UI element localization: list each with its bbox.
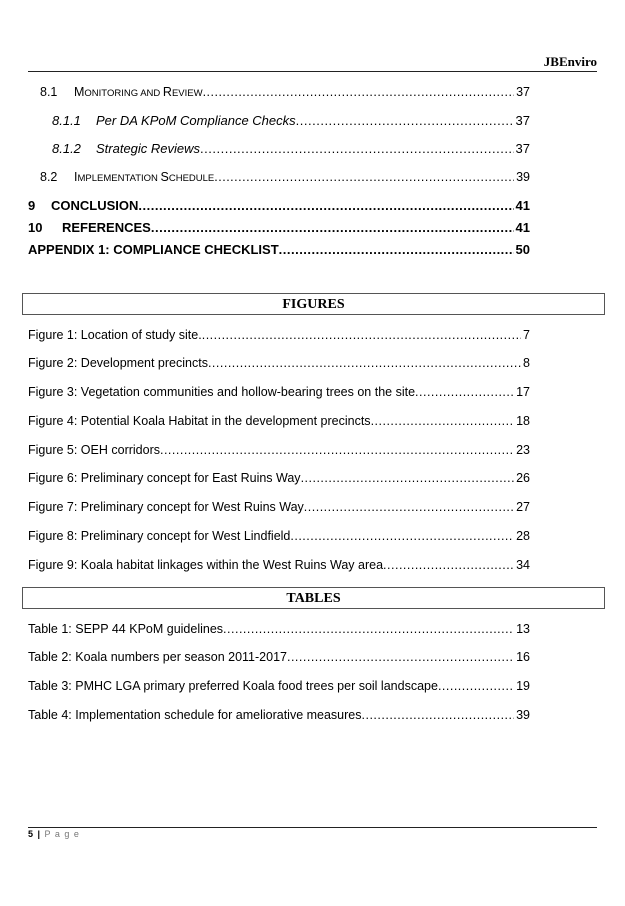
figure-page-number: 26 [516,471,530,485]
table-page-number: 16 [516,650,530,664]
toc-title: REFERENCES [62,220,151,235]
toc-page-number: 37 [515,141,530,156]
header-rule [28,71,597,72]
figure-title: Figure 9: Koala habitat linkages within the West Ruins Way area [28,558,384,572]
figure-title: Figure 7: Preliminary concept for West Ruins Way [28,500,304,514]
table-entry-4[interactable] [28,708,530,722]
toc-leader-dots [214,170,514,184]
toc-page-number: 37 [515,113,530,128]
toc-number: 8.1.2 [52,141,81,156]
toc-leader-dots [287,650,514,664]
toc-leader-dots [200,141,513,156]
footer-page-number: 5 [28,829,35,839]
figure-title: Figure 8: Preliminary concept for West Lindfield [28,529,291,543]
figure-page-number: 7 [523,328,530,342]
toc-number: 8.1 [40,85,58,99]
toc-leader-dots [371,414,515,428]
toc-title: Per DA KPoM Compliance Checks [96,113,296,128]
toc-entry-8-1-2[interactable] [52,141,530,156]
header-brand: JBEnviro [543,54,597,69]
figure-title: Figure 1: Location of study site. [28,328,202,342]
tables-heading: TABLES [22,587,605,609]
toc-leader-dots [138,198,513,213]
toc-leader-dots [202,328,521,342]
toc-entry-9[interactable] [28,198,530,213]
toc-number: 10 [28,220,43,235]
table-entry-3[interactable] [28,679,530,693]
table-title: Table 2: Koala numbers per season 2011-2017 [28,650,287,664]
toc-leader-dots [203,85,515,99]
page-footer [28,829,80,839]
toc-title: IMPLEMENTATION SCHEDULE [74,170,215,184]
table-title: Table 4: Implementation schedule for ameliorative measures [28,708,362,722]
figure-entry-7[interactable] [28,500,530,514]
table-page-number: 39 [516,708,530,722]
figure-page-number: 18 [516,414,530,428]
footer-page-label: P a g e [44,829,80,839]
toc-page-number: 41 [515,198,530,213]
figure-page-number: 8 [523,356,530,370]
toc-page-number: 41 [515,220,530,235]
toc-leader-dots [296,113,514,128]
toc-leader-dots [223,622,514,636]
toc-leader-dots [151,220,514,235]
toc-page-number: 50 [515,242,530,257]
figure-entry-1[interactable] [28,328,530,342]
figure-page-number: 27 [516,500,530,514]
toc-leader-dots [304,500,514,514]
toc-entry-10[interactable] [28,220,530,235]
toc-title: CONCLUSION [51,198,139,213]
toc-leader-dots [383,558,514,572]
toc-leader-dots [415,385,514,399]
figure-entry-6[interactable] [28,471,530,485]
toc-number: 9 [28,198,36,213]
toc-leader-dots [290,529,514,543]
figure-entry-2[interactable] [28,356,530,370]
figure-entry-4[interactable] [28,414,530,428]
figure-entry-9[interactable] [28,558,530,572]
figure-page-number: 34 [516,558,530,572]
table-page-number: 13 [516,622,530,636]
toc-title: Strategic Reviews [96,141,201,156]
table-page-number: 19 [516,679,530,693]
table-entry-1[interactable] [28,622,530,636]
table-title: Table 1: SEPP 44 KPoM guidelines [28,622,224,636]
toc-entry-appendix-1[interactable] [28,242,530,257]
figure-title: Figure 4: Potential Koala Habitat in the development precincts [28,414,371,428]
toc-leader-dots [301,471,515,485]
toc-leader-dots [279,242,514,257]
figure-entry-5[interactable] [28,443,530,457]
toc-entry-8-1-1[interactable] [52,113,530,128]
toc-leader-dots [160,443,514,457]
toc-title: MONITORING AND REVIEW [74,85,203,99]
toc-number: 8.1.1 [52,113,81,128]
figure-title: Figure 5: OEH corridors [28,443,160,457]
figure-title: Figure 3: Vegetation communities and hollow-bearing trees on the site [28,385,416,399]
footer-rule [28,827,597,828]
toc-page-number: 37 [516,85,530,99]
toc-title: APPENDIX 1: COMPLIANCE CHECKLIST [28,242,279,257]
figure-page-number: 28 [516,529,530,543]
toc-number: 8.2 [40,170,58,184]
figure-page-number: 23 [516,443,530,457]
toc-leader-dots [208,356,521,370]
toc-page-number: 39 [516,170,530,184]
figures-heading: FIGURES [22,293,605,315]
toc-leader-dots [438,679,514,693]
footer-separator: | [34,829,45,839]
toc-entry-8-2[interactable] [40,170,530,184]
table-title: Table 3: PMHC LGA primary preferred Koala food trees per soil landscape [28,679,438,693]
toc-entry-8-1[interactable] [40,85,530,99]
figure-title: Figure 2: Development precincts [28,356,208,370]
toc-leader-dots [362,708,515,722]
figure-entry-8[interactable] [28,529,530,543]
table-entry-2[interactable] [28,650,530,664]
figure-entry-3[interactable] [28,385,530,399]
figure-title: Figure 6: Preliminary concept for East Ruins Way [28,471,301,485]
figure-page-number: 17 [516,385,530,399]
